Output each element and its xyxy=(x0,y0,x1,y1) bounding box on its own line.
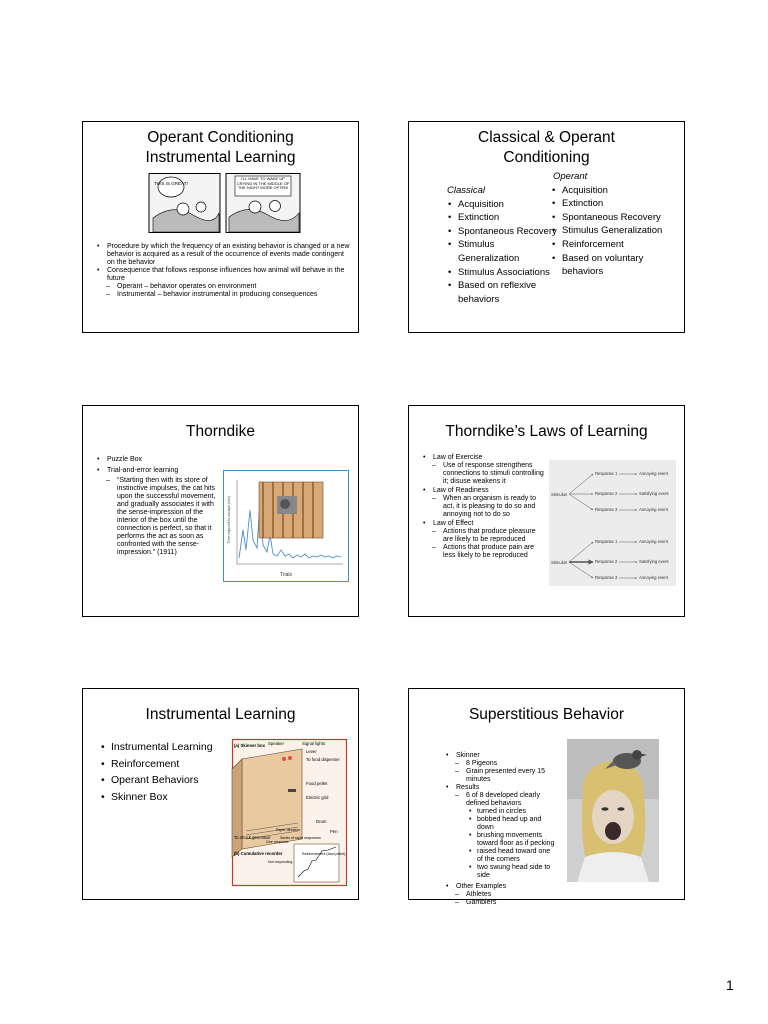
law-sub-item: – Actions that produce pain are less likely to be reproduced xyxy=(432,544,544,560)
diagram-response-3: Response 3 xyxy=(595,507,618,512)
diagram-response-2: Response 2 xyxy=(595,559,618,564)
slide-operant-conditioning xyxy=(82,121,359,333)
bullet-item: • Operant Behaviors xyxy=(100,772,230,789)
quote-text: – “Starting then with its store of instinctive impulses, the cat hits upon the successful movement, and gradually associates it with the sense-impression of the interior of the box until the connection is perfect, so that it performs the act as soon as confronted with the sense-impression.” (1911) xyxy=(106,477,225,557)
sub-bullet-item: – Grain presented every 15 minutes xyxy=(455,768,561,784)
label-skinner-box: (a) Skinner box xyxy=(234,743,266,748)
bullet-item: • Results xyxy=(445,784,565,792)
label-food-dispenser: To food dispenser xyxy=(306,757,340,762)
bullet-item: • Skinner xyxy=(445,752,565,760)
classical-item: • Stimulus Generalization xyxy=(447,238,557,265)
law-item: • Law of Readiness xyxy=(422,487,544,495)
classical-item: • Based on reflexive behaviors xyxy=(447,279,543,306)
operant-column xyxy=(551,170,684,279)
bullet-item: • Consequence that follows response influences how animal will behave in the future xyxy=(96,267,351,283)
diagram-response-2: Response 2 xyxy=(595,491,618,496)
sub-bullet-item: – Instrumental – behavior instrumental in producing consequences xyxy=(106,291,351,299)
label-one-response: One response xyxy=(266,840,289,844)
classical-item: • Spontaneous Recovery xyxy=(447,225,557,239)
classical-header: Classical xyxy=(447,185,486,196)
classical-column xyxy=(447,184,557,306)
diagram-response-3: Response 3 xyxy=(595,575,618,580)
label-not-responding: Not responding xyxy=(268,860,293,864)
law-sub-item: – When an organism is ready to act, it is pleasing to do so and annoying not to do so xyxy=(432,495,544,519)
sub-bullet-item: – Athletes xyxy=(455,891,565,899)
law-item: • Law of Effect xyxy=(422,520,544,528)
skinner-box-image xyxy=(232,739,347,886)
sub-bullet-item: – Gamblers xyxy=(455,899,565,907)
classical-item: • Extinction xyxy=(447,211,557,225)
diagram-stimulus: Stimulus xyxy=(551,560,568,565)
classical-item: • Acquisition xyxy=(447,198,557,212)
slide-classical-operant xyxy=(408,121,685,333)
bullet-item: • Procedure by which the frequency of an existing behavior is changed or a new behavior is acquired as a result of the occurrence of events made contingent on the behavior xyxy=(96,243,351,267)
behavior-item: • bobbed head up and down xyxy=(467,816,557,832)
behavior-item: • raised head toward one of the corners xyxy=(467,848,557,864)
sub-bullet-item: – 6 of 8 developed clearly defined behaviors xyxy=(455,792,561,808)
diagram-stimulus: Stimulus xyxy=(551,492,568,497)
puzzle-box-chart xyxy=(223,470,349,582)
slide-superstitious-behavior xyxy=(408,688,685,906)
diagram-event-2: Satisfying event xyxy=(639,491,669,496)
slide-title: Operant Conditioning Instrumental Learning xyxy=(145,129,296,166)
chart-xlabel: Trials xyxy=(279,572,293,578)
behavior-item: • turned in circles xyxy=(467,808,557,816)
bullet-list xyxy=(96,456,226,557)
slide-thorndike-laws xyxy=(408,405,685,617)
label-cumulative-recorder: (b) Cumulative recorder xyxy=(234,851,283,856)
operant-item: • Based on voluntary behaviors xyxy=(551,252,652,279)
bullet-item: • Trial-and-error learning xyxy=(96,467,226,475)
diagram-event-3: Annoying event xyxy=(639,507,668,512)
behavior-item: • brushing movements toward floor as if pecking xyxy=(467,832,557,848)
bullet-item: • Reinforcement xyxy=(100,756,230,773)
behavior-item: • two swung head side to side xyxy=(467,864,557,880)
slide-instrumental-learning xyxy=(82,688,359,900)
cartoon-text-1: THIS IS GREAT! xyxy=(154,181,188,186)
bullet-item: • Skinner Box xyxy=(100,789,230,806)
diagram-event-1: Annoying event xyxy=(639,539,668,544)
chart-ylabel: Time required to escape (sec) xyxy=(227,496,231,544)
slide-title: Classical & Operant Conditioning xyxy=(478,129,615,166)
bullet-list xyxy=(445,752,565,907)
law-of-effect-diagram xyxy=(549,460,676,586)
law-sub-item: – Use of response strengthens connections to stimuli controlling it; disuse weakens it xyxy=(432,462,544,486)
bullet-item: • Other Examples xyxy=(445,883,565,891)
sub-bullet-item: – 8 Pigeons xyxy=(455,760,565,768)
bullet-item: • Puzzle Box xyxy=(96,456,226,464)
pigeon-photo xyxy=(567,739,659,882)
label-pen: Pen xyxy=(330,829,338,834)
diagram-event-2: Satisfying event xyxy=(639,559,669,564)
slide-title: Superstitious Behavior xyxy=(468,706,625,723)
label-speaker: Speaker xyxy=(268,741,285,746)
laws-list xyxy=(422,454,544,560)
slide-thorndike xyxy=(82,405,359,617)
cartoon-image xyxy=(143,173,301,233)
label-shock-generator: To shock generator xyxy=(234,835,271,840)
bullet-list xyxy=(100,739,230,805)
page-number: 1 xyxy=(726,977,734,993)
operant-item: • Stimulus Generalization xyxy=(551,224,684,238)
operant-item: • Spontaneous Recovery xyxy=(551,211,684,225)
label-signal-lights: Signal lights xyxy=(302,741,326,746)
operant-item: • Extinction xyxy=(551,197,684,211)
slide-title: Thorndike’s Laws of Learning xyxy=(445,423,648,440)
label-paper-direction: Paper direction xyxy=(276,828,301,832)
diagram-event-1: Annoying event xyxy=(639,471,668,476)
label-lever: Lever xyxy=(306,749,317,754)
operant-item: • Reinforcement xyxy=(551,238,684,252)
operant-header: Operant xyxy=(553,171,588,182)
sub-bullet-item: – Operant – behavior operates on environment xyxy=(106,283,351,291)
diagram-event-3: Annoying event xyxy=(639,575,668,580)
label-drum: Drum xyxy=(316,819,327,824)
label-series: Series of rapid responses xyxy=(280,836,321,840)
diagram-response-1: Response 1 xyxy=(595,471,618,476)
diagram-response-1: Response 1 xyxy=(595,539,618,544)
cartoon-text-2: I'LL HAVE TO WAKE UP CRYING IN THE MIDDLE OF THE NIGHT MORE OFTEN! xyxy=(236,176,290,190)
label-electric-grid: Electric grid xyxy=(306,795,329,800)
bullet-list xyxy=(96,243,351,299)
slide-title: Thorndike xyxy=(186,423,255,440)
label-food-pellet: Food pellet xyxy=(306,781,328,786)
law-item: • Law of Exercise xyxy=(422,454,544,462)
slide-title: Instrumental Learning xyxy=(145,706,296,723)
operant-item: • Acquisition xyxy=(551,184,684,198)
label-reinforcement: Reinforcement (food pellet) xyxy=(302,852,346,856)
law-sub-item: – Actions that produce pleasure are likely to be reproduced xyxy=(432,528,544,544)
bullet-item: • Instrumental Learning xyxy=(100,739,230,756)
classical-item: • Stimulus Associations xyxy=(447,266,557,280)
